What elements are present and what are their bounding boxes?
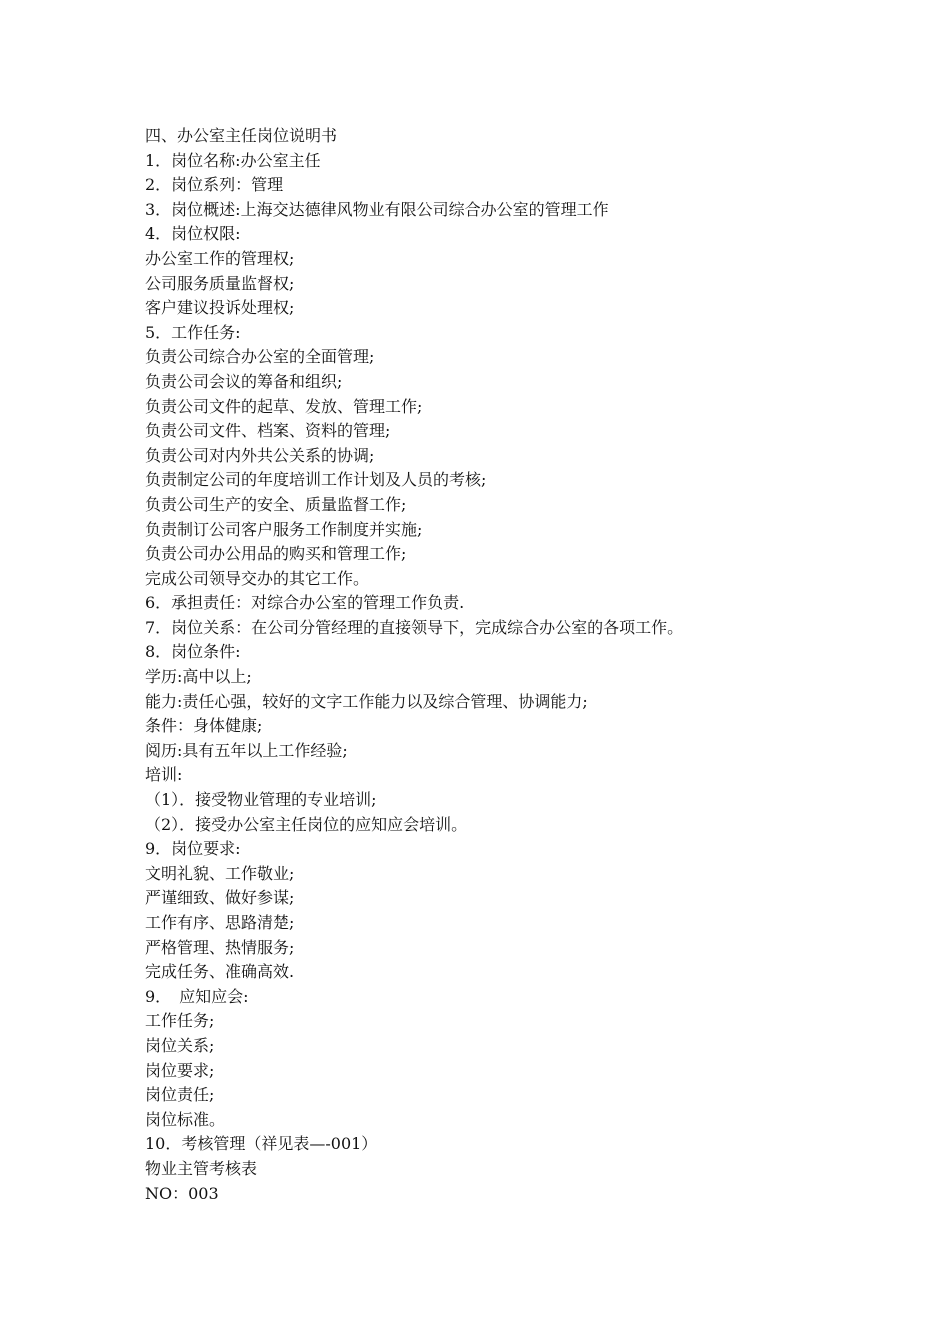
doc-line: 3．岗位概述:上海交达德律风物业有限公司综合办公室的管理工作 (145, 199, 609, 219)
doc-line: 完成公司领导交办的其它工作。 (145, 568, 370, 588)
doc-line: 完成任务、准确高效. (145, 962, 295, 982)
doc-title: 四、办公室主任岗位说明书 (145, 126, 338, 145)
doc-line: 10．考核管理（祥见表—-001） (145, 1134, 378, 1154)
doc-line: 学历:高中以上; (145, 667, 252, 687)
doc-line: 负责公司文件的起草、发放、管理工作; (145, 396, 423, 416)
doc-line: 4．岗位权限: (145, 224, 241, 244)
doc-line: 文明礼貌、工作敬业; (145, 863, 295, 883)
doc-line: 负责制定公司的年度培训工作计划及人员的考核; (145, 470, 487, 490)
doc-line: 岗位要求; (145, 1060, 215, 1080)
doc-line: 8．岗位条件: (145, 642, 241, 662)
doc-line: 1．岗位名称:办公室主任 (145, 150, 321, 170)
doc-line: 7．岗位关系：在公司分管经理的直接领导下，完成综合办公室的各项工作。 (145, 617, 684, 637)
doc-line: 条件：身体健康; (145, 716, 263, 736)
doc-line: 6．承担责任：对综合办公室的管理工作负责. (145, 593, 465, 613)
doc-line: 负责公司文件、档案、资料的管理; (145, 421, 391, 441)
doc-line: 岗位标准。 (145, 1109, 226, 1129)
doc-line: 岗位关系; (145, 1035, 215, 1055)
doc-line: 负责公司综合办公室的全面管理; (145, 347, 375, 367)
doc-line: （1）．接受物业管理的专业培训; (145, 790, 377, 810)
doc-line: NO：003 (145, 1183, 219, 1203)
doc-line: 工作有序、思路清楚; (145, 913, 295, 932)
doc-line: 物业主管考核表 (145, 1158, 258, 1178)
doc-line: 工作任务; (145, 1011, 215, 1031)
doc-line: 阅历:具有五年以上工作经验; (145, 740, 348, 760)
doc-line: 5．工作任务: (145, 322, 241, 342)
doc-line: 严谨细致、做好参谋; (145, 888, 295, 908)
doc-line: 9． 应知应会: (145, 986, 249, 1006)
document-body (145, 124, 935, 1206)
doc-line: 能力:责任心强，较好的文字工作能力以及综合管理、协调能力; (145, 691, 588, 711)
doc-line: 负责制订公司客户服务工作制度并实施; (145, 519, 423, 539)
doc-line: 负责公司会议的筹备和组织; (145, 371, 343, 391)
doc-line: （2）．接受办公室主任岗位的应知应会培训。 (145, 814, 468, 834)
doc-line: 岗位责任; (145, 1085, 215, 1105)
doc-line: 培训: (145, 765, 183, 785)
doc-line: 客户建议投诉处理权; (145, 298, 295, 318)
doc-line: 2．岗位系列：管理 (145, 175, 284, 195)
doc-line: 办公室工作的管理权; (145, 248, 295, 268)
doc-line: 9．岗位要求: (145, 839, 241, 859)
doc-line: 严格管理、热情服务; (145, 937, 295, 957)
doc-line: 负责公司办公用品的购买和管理工作; (145, 544, 407, 564)
doc-line: 负责公司对内外共公关系的协调; (145, 445, 375, 465)
doc-line: 公司服务质量监督权; (145, 273, 295, 293)
doc-line: 负责公司生产的安全、质量监督工作; (145, 494, 407, 514)
